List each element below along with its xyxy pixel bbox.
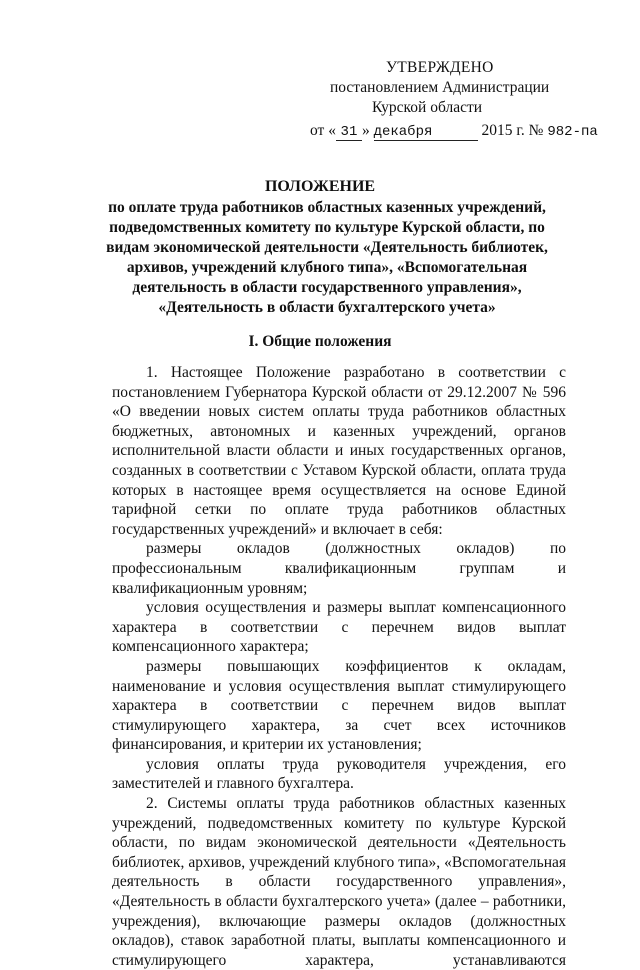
section-heading: I. Общие положения <box>248 333 392 350</box>
approval-title: УТВЕРЖДЕНО <box>386 59 494 76</box>
paragraph: условия осуществления и размеры выплат компенсационного характера в соответствии с перечнем видов выплат компенсационного характера; <box>112 599 566 656</box>
document-subtitle: по оплате труда работников областных казенных учреждений, подведомственных комитету по культуре Курской области, по видам экономической деятельности «Деятельность библиотек, архивов, учреждений клубного типа», «Вспомогательная деятельность в области государственного управления», «Деятельность в области бухгалтерского учета» <box>106 199 548 316</box>
document-title: ПОЛОЖЕНИЕ <box>264 178 376 195</box>
paragraph: условия оплаты труда руководителя учреждения, его заместителей и главного бухгалтера. <box>112 755 566 793</box>
date-day: 31 <box>336 124 362 141</box>
date-mid: » <box>361 122 370 139</box>
paragraph: 2. Системы оплаты труда работников областных казенных учреждений, подведомственных комитету по культуре Курской области, по видам экономической деятельности «Деятельность библиотек, архивов, учреждений клубного типа», «Вспомогательная деятельность в области государственного управления», «Деятельность в области бухгалтерского учета» (далее – работники, учреждения), включающие размеры окладов (должностных окладов), ставок заработной платы, выплаты компенсационного и стимулирующего характера, устанавливаются <box>112 795 566 969</box>
date-prefix: от « <box>310 122 336 139</box>
approval-issuer: постановлением Администрации <box>330 79 550 96</box>
approval-date-line <box>310 121 598 142</box>
doc-number: 982-па <box>547 124 598 140</box>
section-body <box>112 363 566 970</box>
date-year: 2015 г. № <box>481 122 544 139</box>
approval-region: Курской области <box>372 99 483 116</box>
paragraph: 1. Настоящее Положение разработано в соответствии с постановлением Губернатора Курской области от 29.12.2007 № 596 «О введении новых систем оплаты труда работников областных бюджетных, автономных и казенных учреждений, органов исполнительной власти области и иных государственных органов, созданных в соответствии с Уставом Курской области, оплата труда которых в настоящее время осуществляется на основе Единой тарифной сетки по оплате труда работников областных государственных учреждений» и включает в себя: <box>112 364 566 538</box>
date-month: декабря <box>374 124 478 141</box>
paragraph: размеры повышающих коэффициентов к окладам, наименование и условия осуществления выплат стимулирующего характера в соответствии с перечнем видов выплат стимулирующего характера, за счет всех источников финансирования, и критерии их установления; <box>112 657 566 754</box>
paragraph: размеры окладов (должностных окладов) по профессиональным квалификационным группам и квалификационным уровням; <box>112 540 566 597</box>
